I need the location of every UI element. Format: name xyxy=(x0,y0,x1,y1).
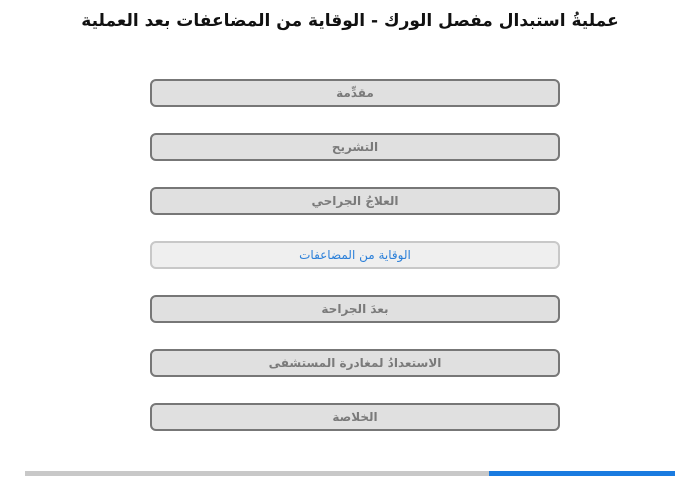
page-title: عمليةُ استبدال مفصل الورك - الوقاية من المضاعفات بعد العملية xyxy=(81,11,619,31)
progress-bar xyxy=(25,471,675,476)
menu-item-discharge-preparation[interactable]: الاستعدادُ لمغادرة المستشفى xyxy=(150,349,560,377)
menu-item-surgical-treatment[interactable]: العلاجُ الجراحي xyxy=(150,187,560,215)
menu-item-anatomy[interactable]: التشريح xyxy=(150,133,560,161)
menu-item-complications-prevention[interactable]: الوقاية من المضاعفات xyxy=(150,241,560,269)
menu-item-after-surgery[interactable]: بعدَ الجراحة xyxy=(150,295,560,323)
progress-bar-fill xyxy=(489,471,675,476)
menu-item-introduction[interactable]: مقدِّمة xyxy=(150,79,560,107)
chapter-menu xyxy=(150,79,560,457)
menu-item-summary[interactable]: الخلاصة xyxy=(150,403,560,431)
